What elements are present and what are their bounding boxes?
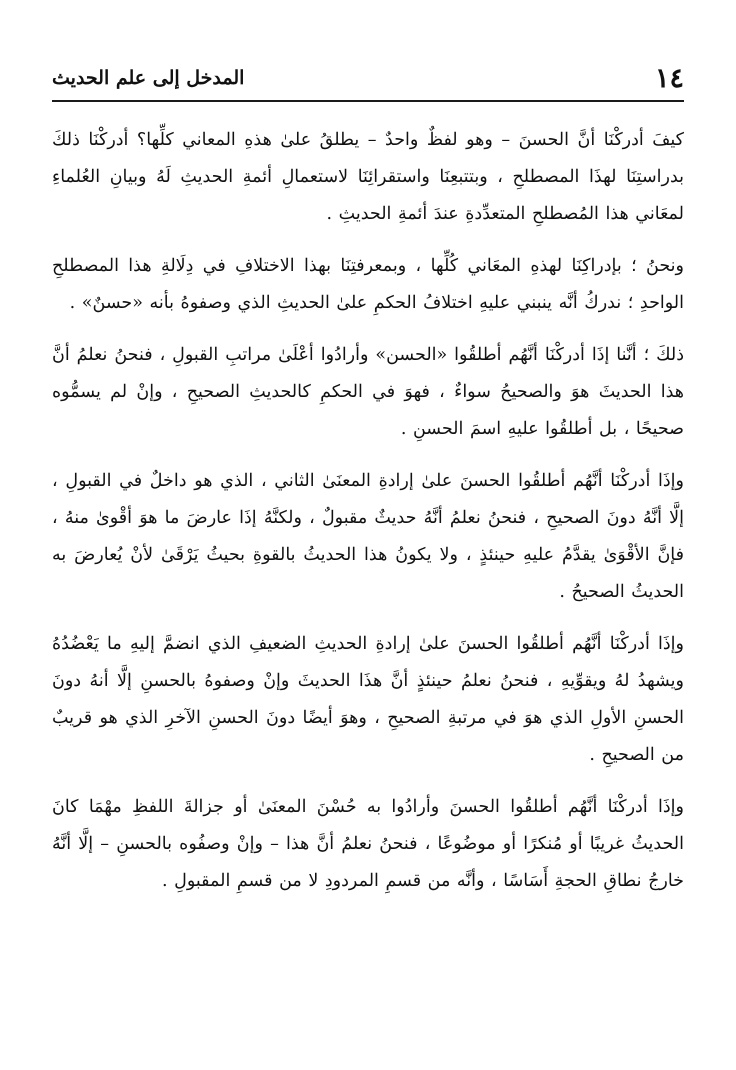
body-text bbox=[52, 122, 684, 915]
paragraph: وإذَا أدركْنَا أنَّهُم أطلقُوا الحسنَ وأرادُوا به حُسْنَ المعنَىٰ أو جزالةَ اللفظِ مهْمَا كانَ الحديثُ غريبًا أو مُنكرًا أو موضُوعًا ، فنحنُ نعلمُ أنَّ هذا – وإنْ وصفُوه بالحسنِ – إلَّا أنَّهُ خارجُ نطاقِ الحجةِ أَسَاسًا ، وأنَّه من قسمِ المردودِ لا من قسمِ المقبولِ . bbox=[52, 797, 684, 891]
paragraph: ذلكَ ؛ أنَّنا إذَا أدركْنَا أنَّهُم أطلقُوا «الحسن» وأرادُوا أعْلَىٰ مراتبِ القبولِ ، فنحنُ نعلمُ أنَّ هذا الحديثَ هوَ والصحيحُ سواءٌ ، فهوَ في الحكمِ كالحديثِ الصحيحِ ، وإنْ لم يسمُّوه صحيحًا ، بل أطلقُوا عليهِ اسمَ الحسنِ . bbox=[52, 345, 684, 439]
header-rule bbox=[52, 100, 684, 102]
paragraph: كيفَ أدركْنَا أنَّ الحسنَ – وهو لفظٌ واحدٌ – يطلقُ علىٰ هذهِ المعاني كلِّها؟ أدركْنَا ذلكَ بدراستِنَا لهذَا المصطلحِ ، وبتتبعِنَا واستقرائِنَا لاستعمالِ أئمةِ الحديثِ لَهُ وبيانِ العُلماءِ لمعَاني هذا المُصطلحِ المتعدِّدةِ عندَ أئمةِ الحديثِ . bbox=[52, 130, 684, 224]
page-number: ١٤ bbox=[654, 62, 684, 94]
paragraph: ونحنُ ؛ بإدراكِنَا لهذهِ المعَاني كُلِّها ، وبمعرفتِنَا بهذا الاختلافِ في دِلَالةِ هذا المصطلحِ الواحدِ ؛ ندركُ أنَّه ينبني عليهِ اختلافُ الحكمِ علىٰ الحديثِ الذي وصفوهُ بأنه «حسنٌ» . bbox=[52, 256, 684, 313]
page-header bbox=[52, 56, 684, 100]
running-title: المدخل إلى علم الحديث bbox=[52, 67, 245, 89]
paragraph: وإذَا أدركْنَا أنَّهُم أطلقُوا الحسنَ علىٰ إرادةِ الحديثِ الضعيفِ الذي انضمَّ إليهِ ما يَعْضُدُهُ ويشهدُ لهُ ويقوِّيهِ ، فنحنُ نعلمُ حينئذٍ أنَّ هذَا الحديثَ وإنْ وصفوهُ بالحسنِ إلَّا أنهُ دونَ الحسنِ الأولِ الذي هوَ في مرتبةِ الصحيحِ ، وهوَ أيضًا دونَ الحسنِ الآخرِ الذي هو قريبٌ من الصحيحِ . bbox=[52, 634, 685, 765]
paragraph: وإذَا أدركْنَا أنَّهُم أطلقُوا الحسنَ علىٰ إرادةِ المعنَىٰ الثاني ، الذي هو داخلٌ في القبولِ ، إلَّا أنَّهُ دونَ الصحيحِ ، فنحنُ نعلمُ أنَّهُ حديثٌ مقبولٌ ، ولكنَّهُ إذَا عارضَ ما هوَ أقْوىٰ منهُ ، فإنَّ الأقْوَىٰ يقدَّمُ عليهِ حينئذٍ ، ولا يكونُ هذا الحديثُ بالقوةِ بحيثُ يَرْقَىٰ لأنْ يُعارضَ به الحديثُ الصحيحُ . bbox=[52, 471, 684, 602]
